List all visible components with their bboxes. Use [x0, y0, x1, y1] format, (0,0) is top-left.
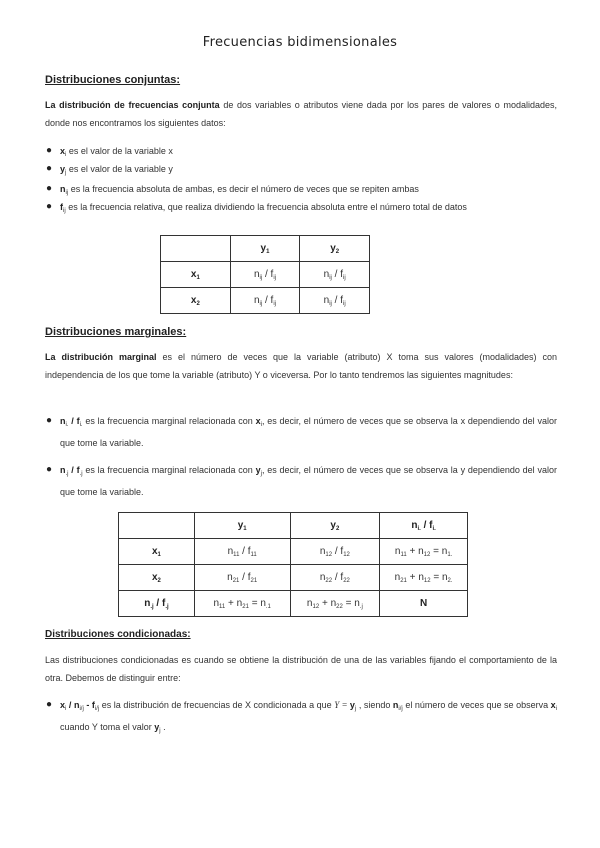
conjuntas-intro-text: de dos variables o atributos viene dada por los pares de valores o modalidades, donde nos encontramos los siguientes datos:	[45, 100, 557, 128]
table-row	[161, 288, 370, 314]
table-row	[119, 539, 468, 565]
marginales-intro-bold: La distribución marginal	[45, 352, 157, 362]
list-item-nij: ● $n_{ij}$ es la frecuencia absoluta de ambas, es decir el número de veces que se repiten ambas	[45, 180, 557, 202]
list-item-nj-fj: ● $n_{.j} / f_{.j}$ es la frecuencia marginal relacionada con $y_j$, es decir, el número de veces que se observa la y dependiendo del valor que tome la variable.	[45, 461, 557, 501]
table-header-y1: $y_1$	[230, 236, 300, 262]
bullet-icon: ●	[46, 163, 53, 174]
bullet-icon: ●	[46, 699, 53, 710]
table-cell: $n_{11} / f_{11}$	[194, 539, 290, 565]
table-corner-cell	[161, 236, 231, 262]
table-cell: $n_{ij} / f_{ij}$	[230, 288, 300, 314]
bullet-icon: ●	[46, 201, 53, 212]
condicionadas-intro: Las distribuciones condicionadas es cuando se obtiene la distribución de una de las variables fijando el comportamiento de la otra. Debemos de distinguir entre:	[45, 655, 557, 683]
table-row-header-x1: $x_1$	[119, 539, 195, 565]
list-item-yj: ● $y_j$ es el valor de la variable y	[45, 160, 557, 182]
table-row-header-x1: $x_1$	[161, 262, 231, 288]
list-item-fij: ● $f_{ij}$ es la frecuencia relativa, que realiza dividiendo la frecuencia absoluta entre el número total de datos	[45, 198, 535, 220]
table-cell: $n_{21} / f_{21}$	[194, 565, 290, 591]
table-header-y2: $y_2$	[300, 236, 370, 262]
heading-distribuciones-marginales: Distribuciones marginales:	[45, 326, 187, 338]
list-item-ni-fi: ● $n_{i.} / f_{i.}$ es la frecuencia marginal relacionada con $x_i$, es decir, el número de veces que se observa la x dependiendo del valor que tome la variable.	[45, 412, 557, 452]
table-row-header-x2: $x_2$	[161, 288, 231, 314]
conjuntas-intro	[45, 96, 557, 132]
table-row	[119, 565, 468, 591]
table-row	[161, 236, 370, 262]
bullet-icon: ●	[46, 183, 53, 194]
table-header-ni-fi: $n_{i.} / f_{i.}$	[380, 513, 468, 539]
list-item-conditional: ● $x_i / n_{i/j} - f_{i/j}$ es la distribución de frecuencias de X condicionada a que $Y = y_j$ , siendo $n_{i/j}$ el número de veces que se observa $x_i$ cuando Y toma el valor $y_j$ .	[45, 696, 557, 740]
bullet-icon: ●	[46, 145, 53, 156]
marginales-intro	[45, 348, 557, 384]
joint-frequency-table	[160, 235, 370, 314]
marginal-frequency-table	[118, 512, 468, 617]
marginales-intro-text: es el número de veces que la variable (atributo) X toma sus valores (modalidades) con independencia de los que tome la variable (atributo) Y o viceversa. Por lo tanto tendremos las siguientes magnitudes:	[45, 352, 557, 380]
table-cell: $n_{ij} / f_{ij}$	[300, 262, 370, 288]
table-cell: $n_{22} / f_{22}$	[290, 565, 380, 591]
table-cell: $n_{12} / f_{12}$	[290, 539, 380, 565]
table-cell: $n_{21} + n_{12} = n_{2.}$	[380, 565, 468, 591]
table-header-y1: $y_1$	[194, 513, 290, 539]
table-row	[161, 262, 370, 288]
table-corner-cell	[119, 513, 195, 539]
table-cell: $n_{ij} / f_{ij}$	[230, 262, 300, 288]
table-row-header-x2: $x_2$	[119, 565, 195, 591]
page-title: Frecuencias bidimensionales	[202, 35, 398, 50]
list-item-xi: ● $x_i$ es el valor de la variable x	[45, 142, 557, 164]
heading-distribuciones-condicionadas: Distribuciones condicionadas:	[45, 629, 191, 640]
table-cell: $n_{11} + n_{21} = n_{.1}$	[194, 591, 290, 617]
table-total-cell: N	[380, 591, 468, 617]
table-header-y2: $y_2$	[290, 513, 380, 539]
bullet-icon: ●	[46, 464, 53, 475]
table-row	[119, 513, 468, 539]
table-row	[119, 591, 468, 617]
conjuntas-intro-bold: La distribución de frecuencias conjunta	[45, 100, 220, 110]
heading-distribuciones-conjuntas: Distribuciones conjuntas:	[45, 74, 181, 86]
table-cell: $n_{ij} / f_{ij}$	[300, 288, 370, 314]
table-cell: $n_{11} + n_{12} = n_{1.}$	[380, 539, 468, 565]
table-row-header-nj-fj: $n_{.j} / f_{.j}$	[119, 591, 195, 617]
table-cell: $n_{12} + n_{22} = n_{.j}$	[290, 591, 380, 617]
bullet-icon: ●	[46, 415, 53, 426]
